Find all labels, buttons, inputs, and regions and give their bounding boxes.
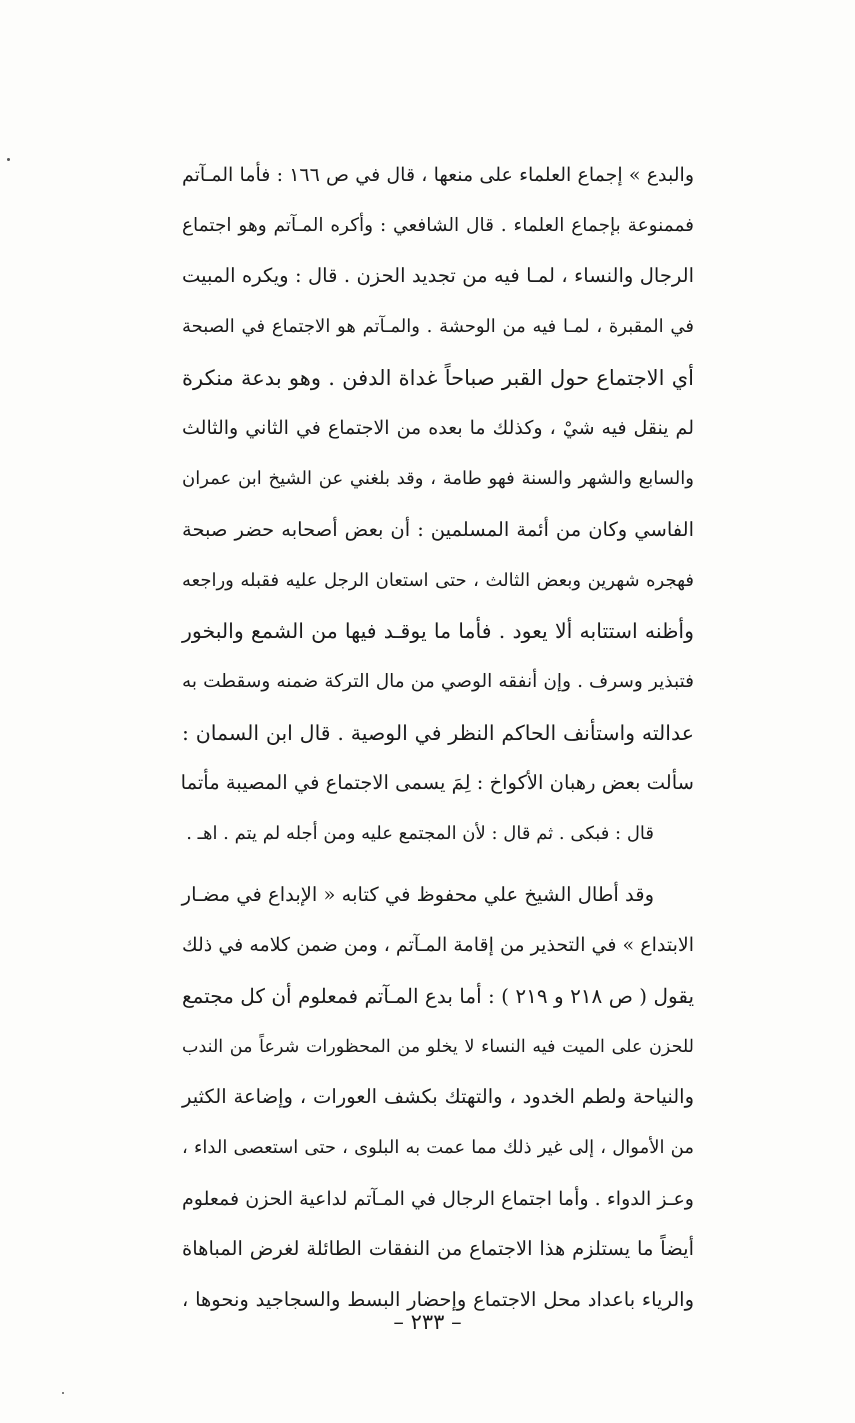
text-line: والسابع والشهر والسنة فهو طامة ، وقد بلغني عن الشيخ ابن عمران: [182, 468, 694, 490]
page-number: – ٢٣٣ –: [393, 1310, 462, 1334]
text-line: سألت بعض رهبان الأكواخ : لِمَ يسمى الاجتماع في المصيبة مأتما: [180, 771, 694, 795]
text-line: عدالته واستأنف الحاكم النظر في الوصية . قال ابن السمان :: [182, 720, 694, 745]
text-line: الرجال والنساء ، لمـا فيه من تجديد الحزن . قال : ويكره المبيت: [182, 264, 694, 288]
text-line: الابتداع » في التحذير من إقامة المـآتم ، ومن ضمن كلامه في ذلك: [182, 934, 694, 957]
scan-speck: [7, 158, 10, 161]
text-line: للحزن على الميت فيه النساء لا يخلو من المحظورات شرعاً من الندب: [182, 1036, 694, 1057]
text-line: والبدع » إجماع العلماء على منعها ، قال في ص ١٦٦ : فأما المـآتم: [182, 164, 694, 186]
text-line: وأظنه استتابه ألا يعود . فأما ما يوقـد فيها من الشمع والبخور: [182, 619, 694, 644]
text-line: والرياء باعداد محل الاجتماع وإحضار البسط والسجاجيد ونحوها ،: [182, 1288, 694, 1312]
paragraph-2: [182, 870, 694, 1326]
body-text: [182, 150, 694, 1326]
text-line: لم ينقل فيه شيْ ، وكذلك ما بعده من الاجتماع في الثاني والثالث: [182, 417, 694, 440]
text-line: من الأموال ، إلى غير ذلك مما عمت به البلوى ، حتى استعصى الداء ،: [182, 1137, 694, 1159]
text-line: الفاسي وكان من أئمة المسلمين : أن بعض أصحابه حضر صبحة: [182, 517, 694, 541]
text-line: وعـز الدواء . وأما اجتماع الرجال في المـآتم لداعية الحزن فمعلوم: [182, 1187, 694, 1210]
text-line: في المقبرة ، لمـا فيه من الوحشة . والمـآتم هو الاجتماع في الصبحة: [182, 316, 694, 338]
text-line: وقد أطال الشيخ علي محفوظ في كتابه « الإبداع في مضـار: [181, 882, 654, 906]
paragraph-1: [182, 150, 694, 860]
text-line: والنياحة ولطم الخدود ، والتهتك بكشف العورات ، وإضاعة الكثير: [182, 1085, 694, 1109]
text-line: فتبذير وسرف . وإن أنفقه الوصي من مال التركة ضمنه وسقطت به: [182, 670, 694, 692]
text-line: فممنوعة بإجماع العلماء . قال الشافعي : وأكره المـآتم وهو اجتماع: [182, 214, 694, 236]
text-line: يقول ( ص ٢١٨ و ٢١٩ ) : أما بدع المـآتم فمعلوم أن كل مجتمع: [182, 984, 695, 1008]
text-line: قال : فبكى . ثم قال : لأن المجتمع عليه ومن أجله لم يتم . اهـ .: [186, 822, 654, 844]
scan-speck: [62, 1392, 64, 1394]
text-line: أي الاجتماع حول القبر صباحاً غداة الدفن . وهو بدعة منكرة: [182, 365, 694, 390]
text-line: أيضاً ما يستلزم هذا الاجتماع من النفقات الطائلة لغرض المباهاة: [182, 1237, 694, 1261]
text-line: فهجره شهرين وبعض الثالث ، حتى استعان الرجل عليه فقبله وراجعه: [182, 569, 694, 591]
